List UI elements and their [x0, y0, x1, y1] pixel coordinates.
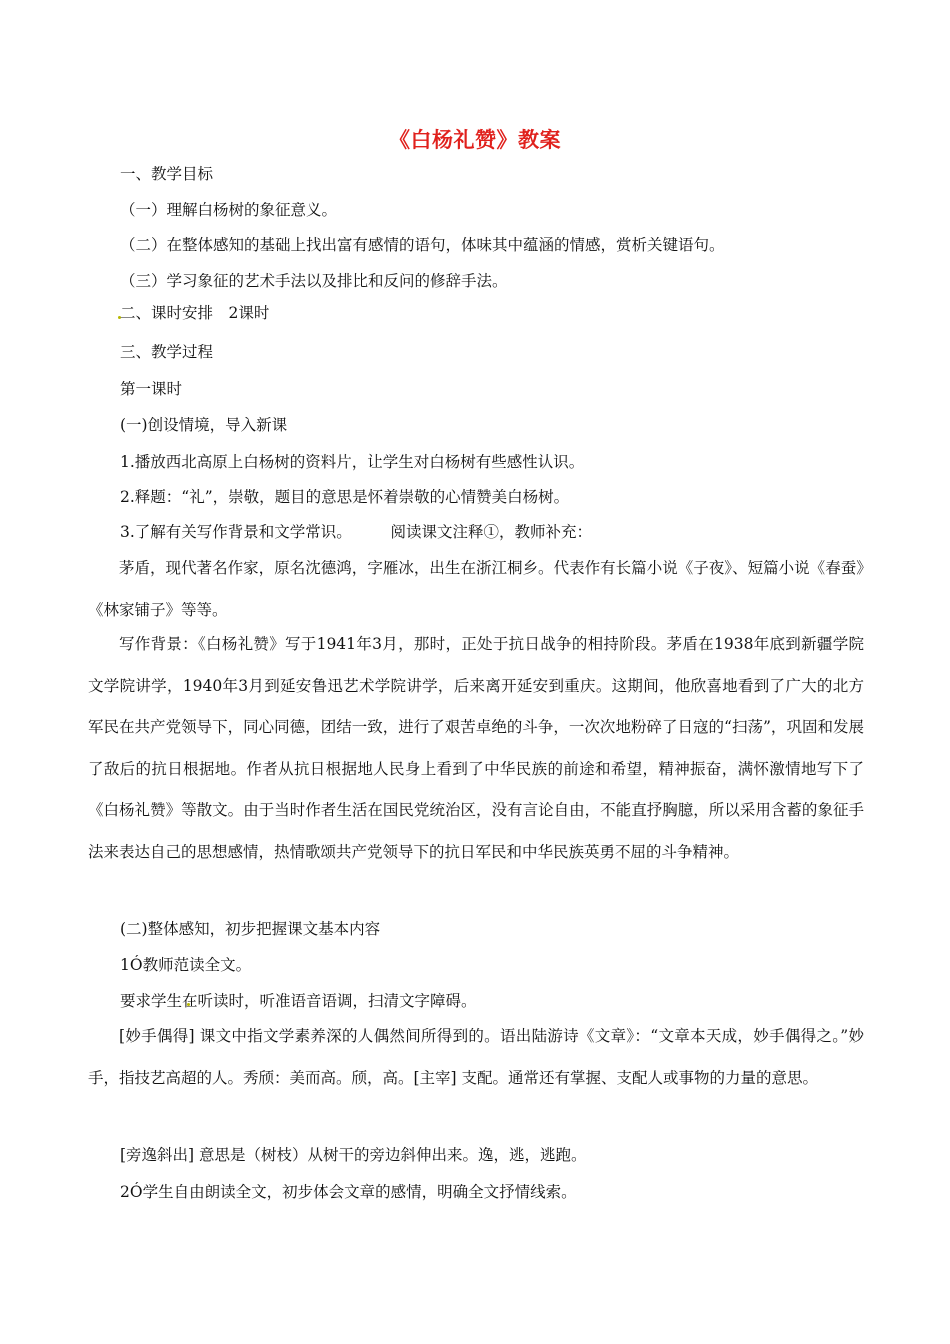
paragraph-author: 茅盾，现代著名作家，原名沈德鸿，字雁冰，出生在浙江桐乡。代表作有长篇小说《子夜》、短篇小说《春蚕》《林家铺子》等等。 — [88, 559, 864, 619]
paragraph-background: 写作背景：《白杨礼赞》写于1941年3月，那时，正处于抗日战争的相持阶段。茅盾在1938年底到新疆学院文学院讲学，1940年3月到延安鲁迅艺术学院讲学，后来离开延安到重庆。这期间，他欣喜地看到了广大的北方军民在共产党领导下，同心同德，团结一致，进行了艰苦卓绝的斗争，一次次地粉碎了日寇的“扫荡”，巩固和发展了敌后的抗日根据地。作者从抗日根据地人民身上看到了中华民族的前途和希望，精神振奋，满怀激情地写下了《白杨礼赞》等散文。由于当时作者生活在国民党统治区，没有言论自由，不能直抒胸臆，所以采用含蓄的象征手法来表达自己的思想感情，热情歌颂共产党领导下的抗日军民和中华民族英勇不屈的斗争精神。 — [88, 635, 864, 861]
step-heading-2: (二)整体感知，初步把握课文基本内容 — [120, 920, 381, 938]
step-item-1: 1.播放西北高原上白杨树的资料片，让学生对白杨树有些感性认识。 — [120, 453, 585, 471]
step-heading-1: (一)创设情境，导入新课 — [120, 416, 288, 434]
objective-3: （三）学习象征的艺术手法以及排比和反问的修辞手法。 — [120, 272, 508, 290]
step2-item-2: 2Ó学生自由朗读全文，初步体会文章的感情，明确全文抒情线索。 — [120, 1183, 577, 1201]
objective-1: （一）理解白杨树的象征意义。 — [120, 201, 338, 219]
section-heading-schedule: 二、课时安排 2课时 — [120, 304, 270, 322]
lesson-heading: 第一课时 — [120, 380, 183, 398]
paragraph-vocab: [妙手偶得] 课文中指文学素养深的人偶然间所得到的。语出陆游诗《文章》：“文章本天成，妙手偶得之。”妙手，指技艺高超的人。秀颀：美而高。颀，高。[主宰] 支配。通常还有掌握、支配人或事物的力量的意思。 — [88, 1027, 864, 1087]
step-item-2: 2.释题：“礼”，崇敬，题目的意思是怀着崇敬的心情赞美白杨树。 — [120, 488, 570, 506]
step-item-3: 3.了解有关写作背景和文学常识。 阅读课文注释①，教师补充： — [120, 523, 593, 541]
step2-item-1: 1Ó教师范读全文。 — [120, 956, 252, 974]
vocab-item: [旁逸斜出] 意思是（树枝）从树干的旁边斜伸出来。逸，逃，逃跑。 — [120, 1146, 587, 1164]
objective-2: （二）在整体感知的基础上找出富有感情的语句，体味其中蕴涵的情感，赏析关键语句。 — [120, 236, 725, 254]
section-heading-process: 三、教学过程 — [120, 343, 214, 361]
section-heading-objectives: 一、教学目标 — [120, 165, 214, 183]
document-title: 《白杨礼赞》教案 — [389, 128, 561, 152]
step2-requirement: 要求学生在听读时，听准语音语调，扫清文字障碍。 — [120, 992, 477, 1010]
